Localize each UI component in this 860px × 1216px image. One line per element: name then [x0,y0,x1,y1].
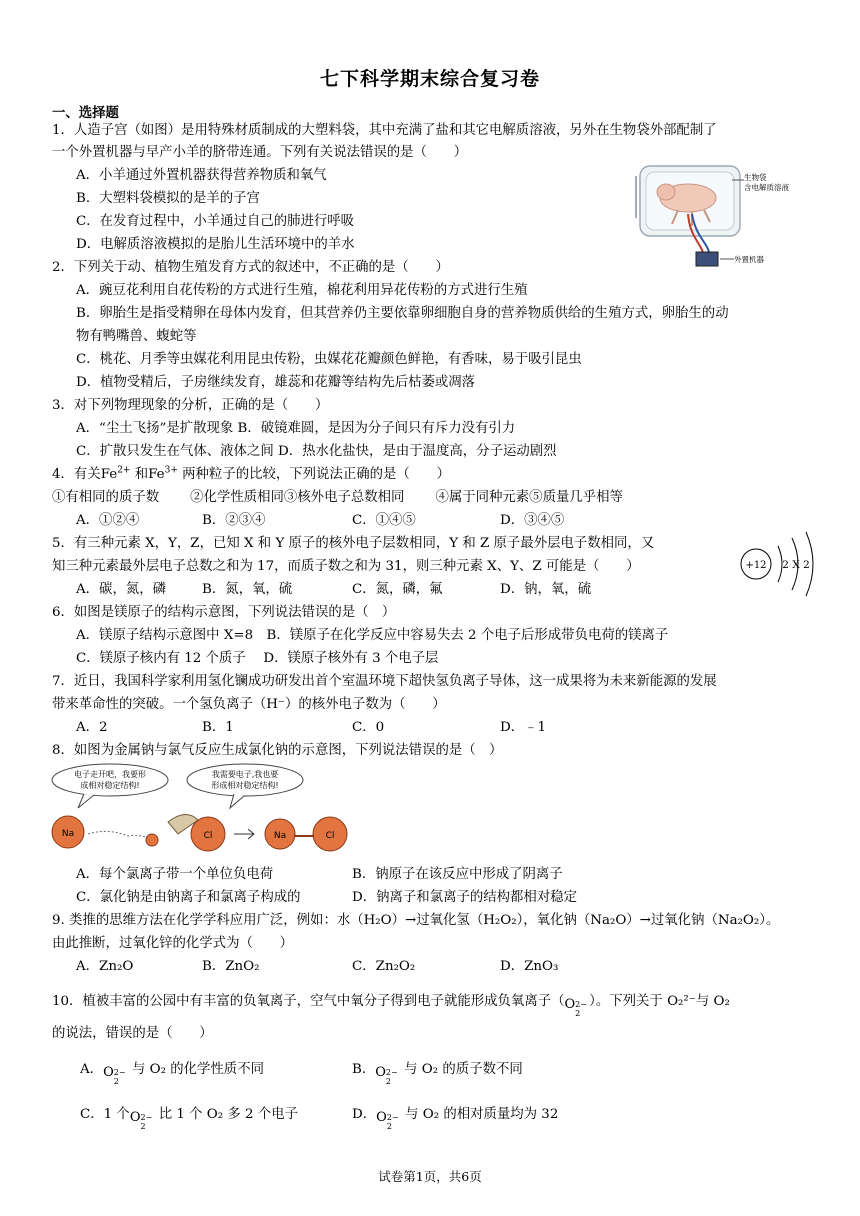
bubble1-line1: 电子走开吧，我要形 [74,770,146,779]
q4-stem-post: 两种粒子的比较，下列说法正确的是（ ） [177,467,450,482]
q10-option-c-pre: C．1 个 [80,1107,130,1122]
q10-stem-line1 [52,993,730,1018]
q2-option-c: C．桃花、月季等虫媒花利用昆虫传粉，虫媒花花瓣颜色鲜艳，有香味，易于吸引昆虫 [76,352,582,367]
q9-option-a: A．Zn₂O [76,959,134,974]
q10-stem-part1: 10．植被丰富的公园中有丰富的负氧离子，空气中氧分子得到电子就能形成负氧离子（ [52,994,565,1009]
q10-option-b: B．O 2− 2 与 O₂ 的质子数不同 [352,1062,523,1086]
q1-option-c: C．在发育过程中，小羊通过自己的肺进行呼吸 [76,214,355,229]
bubble2-line1: 我需要电子,我也要 [211,770,279,779]
fig-label-bag: 生物袋 [744,173,767,182]
bubble1-line2: 成相对稳定结构! [80,781,140,790]
q10-option-d-text: 与 O₂ 的相对质量均为 32 [400,1107,559,1122]
q2-option-b-line1: B．卵胎生是指受精卵在母体内发育，但其营养仍主要依靠卵细胞自身的营养物质供给的生殖方式，卵胎生的动 [76,306,729,321]
q7-option-c: C．0 [352,720,385,735]
q5-option-d: D．钠，氧，硫 [500,582,592,597]
q4-stem [52,466,450,483]
q9-option-d: D．ZnO₃ [500,959,559,974]
q8-stem: 8．如图为金属钠与氯气反应生成氯化钠的示意图，下列说法错误的是（ ） [52,743,503,758]
cl-ion-label: Cl [325,831,335,841]
q2-option-b-line2: 物有鸭嘴兽、蝮蛇等 [76,329,197,344]
q5-stem-line1: 5．有三种元素 X，Y，Z，已知 X 和 Y 原子的核外电子层数相同，Y 和 Z 原子最外层电子数相同，又 [52,536,655,551]
magnesium-atom-diagram [734,528,822,604]
q4-option-c: C．①④⑤ [352,513,416,528]
q7-stem-line2: 带来革命性的突破。一个氢负离子（H⁻）的核外电子数为（ ） [52,697,446,712]
q7-option-a: A．2 [76,720,108,735]
q4-option-d: D．③④⑤ [500,513,565,528]
na-atom-label: Na [61,829,75,839]
q10-option-c [80,1106,299,1131]
q2-option-d: D．植物受精后，子房继续发育，雄蕊和花瓣等结构先后枯萎或凋落 [76,375,476,390]
atom-nucleus-label: +12 [745,560,767,571]
q4-stem-pre: 4．有关Fe [52,467,118,482]
q4-option-b: B．②③④ [202,513,266,528]
q10-stem-line2: 的说法，错误的是（ ） [52,1026,213,1041]
fig-label-machine: 外置机器 [734,255,764,264]
q3-options-cd: C．扩散只发生在气体、液体之间 D．热水化盐快，是由于温度高，分子运动剧烈 [76,444,557,459]
o2-2minus-formula: O 2− 2 [564,997,587,1018]
q2-stem: 2．下列关于动、植物生殖发育方式的叙述中，不正确的是（ ） [52,260,449,275]
q7-option-d: D．﹣1 [500,720,547,735]
q1-option-b: B．大塑料袋模拟的是羊的子宫 [76,191,260,206]
q8-option-c: C．氯化钠是由钠离子和氯离子构成的 [76,890,301,905]
q1-option-d: D．电解质溶液模拟的是胎儿生活环境中的羊水 [76,237,355,252]
q9-option-b: B．ZnO₂ [202,959,260,974]
o2-2minus-formula: O 2− 2 [375,1065,398,1086]
atom-shell-electrons: 2 X 2 [782,559,810,571]
q5-option-b: B．氮，氧，硫 [202,582,293,597]
q10-option-a: A．O 2− 2 与 O₂ 的化学性质不同 [80,1062,264,1086]
q4-sup-fe2: 2+ [117,465,131,476]
o2-2minus-formula: O 2− 2 [103,1065,126,1086]
q10-stem-part2: ）。下列关于 O₂²⁻与 O₂ [589,994,730,1009]
q6-stem: 6．如图是镁原子的结构示意图，下列说法错误的是（ ） [52,605,396,620]
q10-option-b-text: 与 O₂ 的质子数不同 [399,1062,523,1077]
o2-2minus-formula: O 2− 2 [376,1110,399,1131]
q9-stem-line2: 由此推断，过氧化锌的化学式为（ ） [52,936,294,951]
artificial-womb-figure [632,158,812,270]
q9-stem-line1: 9. 类推的思维方法在化学学科应用广泛，例如：水（H₂O）→过氧化氢（H₂O₂），氧化钠（Na₂O）→过氧化钠（Na₂O₂）。 [52,913,780,928]
q10-option-a-text: 与 O₂ 的化学性质不同 [127,1062,264,1077]
q1-stem-line2: 一个外置机器与早产小羊的脐带连通。下列有关说法错误的是（ ） [52,145,468,160]
q8-option-b: B．钠原子在该反应中形成了阴离子 [352,867,563,882]
page-title: 七下科学期末综合复习卷 [319,68,540,90]
page-footer: 试卷第1页，共6页 [378,1169,482,1184]
cl-atom-label: Cl [203,831,213,841]
nacl-reaction-figure [48,762,378,860]
na-ion-label: Na [273,831,287,841]
q8-option-a: A．每个氯离子带一个单位负电荷 [76,867,274,882]
bubble2-line2: 形成相对稳定结构! [211,781,279,790]
q6-options-cd: C．镁原子核内有 12 个质子 D．镁原子核外有 3 个电子层 [76,651,439,666]
q9-option-c: C．Zn₂O₂ [352,959,416,974]
section-heading: 一、选择题 [52,106,119,121]
q5-stem-line2: 知三种元素最外层电子总数之和为 17，而质子数之和为 31，则三种元素 X、Y、Z 可能是（ ） [52,559,640,574]
q1-stem-line1: 1．人造子宫（如图）是用特殊材质制成的大塑料袋，其中充满了盐和其它电解质溶液，另外在生物袋外部配制了 [52,123,717,138]
q3-options-ab: A．“尘土飞扬”是扩散现象 B．破镜难圆，是因为分子间只有斥力没有引力 [76,421,516,436]
q4-option-a: A．①②④ [76,513,140,528]
q7-option-b: B．1 [202,720,234,735]
q10-option-c-text: 比 1 个 O₂ 多 2 个电子 [154,1107,299,1122]
q5-option-a: A．碳，氮，磷 [76,582,167,597]
q2-option-a: A．豌豆花利用自花传粉的方式进行生殖，棉花利用异花传粉的方式进行生殖 [76,283,528,298]
q4-items: ①有相同的质子数 ②化学性质相同③核外电子总数相同 ④属于同种元素⑤质量几乎相等 [52,490,623,505]
q7-stem-line1: 7．近日，我国科学家利用氢化镧成功研发出首个室温环境下超快氢负离子导体，这一成果将为未来新能源的发展 [52,674,717,689]
q6-options-ab: A．镁原子结构示意图中 X=8 B．镁原子在化学反应中容易失去 2 个电子后形成带负电荷的镁离子 [76,628,669,643]
q1-option-a: A．小羊通过外置机器获得营养物质和氧气 [76,168,327,183]
q4-stem-mid: 和Fe [130,467,165,482]
fig-label-solution: 含电解质溶液 [744,183,789,192]
o2-2minus-formula: O 2− 2 [129,1110,153,1131]
q5-option-c: C．氮，磷，氟 [352,582,443,597]
q3-stem: 3．对下列物理现象的分析，正确的是（ ） [52,398,329,413]
q8-option-d: D．钠离子和氯离子的结构都相对稳定 [352,890,577,905]
q4-sup-fe3: 3+ [164,465,178,476]
q10-option-d: D．O 2− 2 与 O₂ 的相对质量均为 32 [352,1107,559,1131]
